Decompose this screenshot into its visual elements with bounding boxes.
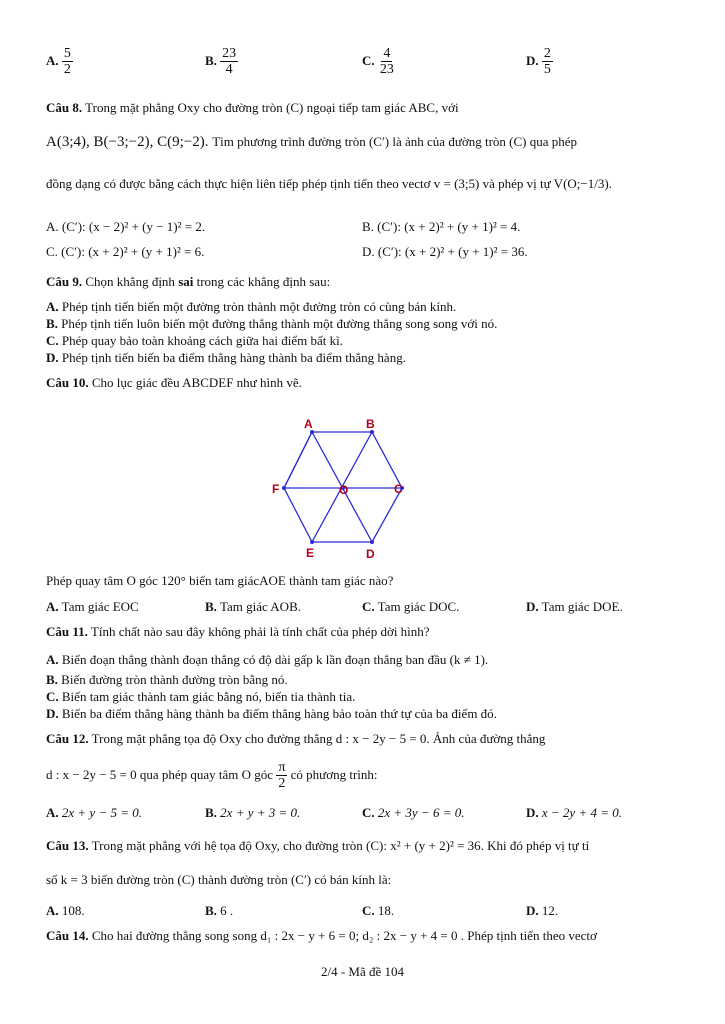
label-b: B xyxy=(366,417,375,431)
q7-option-a[interactable] xyxy=(46,46,73,78)
label-d: D xyxy=(366,547,375,560)
option-label: B. xyxy=(46,316,58,331)
option-text: Biến ba điểm thẳng hàng thành ba điểm thẳng hàng bảo toàn thứ tự của ba điểm đó. xyxy=(61,706,497,721)
q10-question xyxy=(46,573,393,589)
option-text: 2x + 3y − 6 = 0. xyxy=(377,805,465,820)
q11-option-d[interactable] xyxy=(46,706,497,722)
q11-option-c[interactable] xyxy=(46,689,355,705)
q7-option-d[interactable] xyxy=(526,46,553,78)
q10-option-d[interactable] xyxy=(526,599,623,615)
q8-option-b[interactable] xyxy=(362,219,520,235)
q12-line2 xyxy=(46,760,378,792)
option-text: Biến đường tròn thành đường tròn bằng nó. xyxy=(61,672,288,687)
q8-line3 xyxy=(46,176,612,192)
emphasis: sai xyxy=(178,274,194,289)
option-label: C. xyxy=(46,689,59,704)
question-text: trong các khẳng định sau: xyxy=(193,274,331,289)
option-label: A. xyxy=(46,52,59,68)
denominator: 5 xyxy=(543,62,551,78)
question-text: Tính chất nào sau đây không phải là tính chất của phép dời hình? xyxy=(90,624,430,639)
footer-text: 2/4 - Mã đề 104 xyxy=(320,964,405,979)
option-label: C. xyxy=(46,333,59,348)
option-text: D. (C′): (x + 2)² + (y + 1)² = 36. xyxy=(362,244,528,259)
fraction xyxy=(220,46,238,78)
label-o: O xyxy=(339,483,349,497)
label-a: A xyxy=(304,417,313,431)
question-label: Câu 13. xyxy=(46,838,89,853)
option-text: 108. xyxy=(61,903,85,918)
question-text: số k = 3 biến đường tròn (C) thành đường tròn (C′) có bán kính là: xyxy=(46,872,392,887)
question-text: Cho hai đường thẳng song song d₁ : 2x − y + 6 = 0; d₂ : 2x − y + 4 = 0 . Phép tịnh tiến theo vectơ xyxy=(91,928,597,943)
numerator: 23 xyxy=(222,46,237,61)
q13-option-c[interactable] xyxy=(362,903,394,919)
q13-option-b[interactable] xyxy=(205,903,233,919)
option-label: D. xyxy=(526,903,539,918)
question-label: Câu 8. xyxy=(46,100,83,115)
hexagon-figure xyxy=(260,410,420,560)
question-text: Tìm phương trình đường tròn (C′) là ảnh của đường tròn (C) qua phép xyxy=(212,134,578,149)
angle-fraction xyxy=(276,760,287,792)
question-label: Câu 10. xyxy=(46,375,89,390)
label-e: E xyxy=(306,546,315,560)
q10-option-c[interactable] xyxy=(362,599,459,615)
q13-line2 xyxy=(46,872,391,888)
option-text: Tam giác AOB. xyxy=(219,599,301,614)
q10-option-a[interactable] xyxy=(46,599,139,615)
option-text: Phép tịnh tiến biến một đường tròn thành một đường tròn có cùng bán kính. xyxy=(61,299,457,314)
edge-af xyxy=(284,432,312,488)
option-text: A. (C′): (x − 2)² + (y − 1)² = 2. xyxy=(46,219,206,234)
question-text: Trong mặt phẳng Oxy cho đường tròn (C) ngoại tiếp tam giác ABC, với xyxy=(85,100,459,115)
q9-option-c[interactable] xyxy=(46,333,343,349)
option-label: D. xyxy=(526,599,539,614)
option-label: A. xyxy=(46,599,59,614)
question-text: d : x − 2y − 5 = 0 qua phép quay tâm O góc xyxy=(46,766,274,782)
q9-option-a[interactable] xyxy=(46,299,456,315)
fraction xyxy=(542,46,553,78)
page-footer xyxy=(0,964,725,980)
option-label: A. xyxy=(46,903,59,918)
denominator: 23 xyxy=(379,62,394,78)
q10-option-b[interactable] xyxy=(205,599,301,615)
option-text: 18. xyxy=(377,903,395,918)
denominator: 4 xyxy=(225,62,233,78)
q12-option-b[interactable] xyxy=(205,805,300,821)
q13-line1 xyxy=(46,838,589,854)
question-text: Phép quay tâm O góc 120° biến tam giácAOE thành tam giác nào? xyxy=(46,573,394,588)
numerator: 2 xyxy=(543,46,551,61)
option-label: A. xyxy=(46,299,59,314)
option-text: Phép tịnh tiến biến ba điểm thẳng hàng thành ba điểm thẳng hàng. xyxy=(61,350,406,365)
question-text: có phương trình: xyxy=(290,766,378,782)
q10-stem xyxy=(46,375,302,391)
question-label: Câu 11. xyxy=(46,624,88,639)
q13-option-a[interactable] xyxy=(46,903,85,919)
option-text: Phép tịnh tiến luôn biến một đường thẳng thành một đường thẳng song song với nó. xyxy=(61,316,498,331)
q11-stem xyxy=(46,624,430,640)
question-text: Trong mặt phẳng với hệ tọa độ Oxy, cho đường tròn (C): x² + (y + 2)² = 36. Khi đó phép vị tự tỉ xyxy=(91,838,590,853)
q11-option-a[interactable] xyxy=(46,652,488,668)
option-label: B. xyxy=(46,672,58,687)
option-label: C. xyxy=(362,599,375,614)
option-text: Tam giác DOE. xyxy=(541,599,623,614)
question-text: Chọn khẳng định xyxy=(85,274,179,289)
q13-option-d[interactable] xyxy=(526,903,558,919)
option-text: 2x + y + 3 = 0. xyxy=(220,805,301,820)
denominator: 2 xyxy=(63,62,71,78)
q12-option-d[interactable] xyxy=(526,805,622,821)
question-text: đồng dạng có được bằng cách thực hiện liên tiếp phép tịnh tiến theo vectơ v = (3;5) và phép vị tự V(O;−1/3). xyxy=(46,176,612,191)
option-label: B. xyxy=(205,52,217,68)
q8-line1 xyxy=(46,100,459,116)
label-c: C xyxy=(394,482,403,496)
option-label: D. xyxy=(46,706,59,721)
numerator: 5 xyxy=(63,46,71,61)
q7-option-c[interactable] xyxy=(362,46,396,78)
option-label: A. xyxy=(46,652,59,667)
option-text: x − 2y + 4 = 0. xyxy=(541,805,622,820)
option-label: B. xyxy=(205,805,217,820)
fraction xyxy=(378,46,396,78)
option-text: Phép quay bảo toàn khoảng cách giữa hai điểm bất kì. xyxy=(61,333,343,348)
option-label: D. xyxy=(526,805,539,820)
option-label: A. xyxy=(46,805,59,820)
q12-line1 xyxy=(46,731,545,747)
option-text: Tam giác EOC xyxy=(61,599,139,614)
q8-option-c[interactable] xyxy=(46,244,204,260)
option-text: 12. xyxy=(541,903,559,918)
q7-option-b[interactable] xyxy=(205,46,238,78)
points-text: A(3;4), B(−3;−2), C(9;−2). xyxy=(46,134,209,150)
option-label: D. xyxy=(526,52,539,68)
q8-option-a[interactable] xyxy=(46,219,205,235)
denominator: 2 xyxy=(278,776,286,792)
q9-option-b[interactable] xyxy=(46,316,497,332)
q8-option-d[interactable] xyxy=(362,244,528,260)
option-label: C. xyxy=(362,805,375,820)
numerator: π xyxy=(278,760,286,775)
option-text: Biến tam giác thành tam giác bằng nó, biến tia thành tia. xyxy=(61,689,356,704)
question-label: Câu 14. xyxy=(46,928,89,943)
option-text: Tam giác DOC. xyxy=(377,599,460,614)
question-label: Câu 12. xyxy=(46,731,89,746)
fraction xyxy=(62,46,73,78)
question-text: Trong mặt phẳng tọa độ Oxy cho đường thẳng d : x − 2y − 5 = 0. Ảnh của đường thẳng xyxy=(91,731,546,746)
question-label: Câu 9. xyxy=(46,274,83,289)
option-label: B. xyxy=(205,903,217,918)
numerator: 4 xyxy=(383,46,391,61)
question-text: Cho lục giác đều ABCDEF như hình vẽ. xyxy=(91,375,302,390)
option-label: B. xyxy=(205,599,217,614)
point-d xyxy=(370,540,374,544)
point-f xyxy=(282,486,286,490)
option-text: Biến đoạn thẳng thành đoạn thẳng có độ dài gấp k lần đoạn thẳng ban đầu (k ≠ 1). xyxy=(61,652,489,667)
q11-option-b[interactable] xyxy=(46,672,288,688)
q9-stem xyxy=(46,274,330,290)
option-text: 6 . xyxy=(220,903,234,918)
option-label: C. xyxy=(362,903,375,918)
q14-stem xyxy=(46,928,597,944)
option-label: D. xyxy=(46,350,59,365)
q9-option-d[interactable] xyxy=(46,350,406,366)
option-label: C. xyxy=(362,52,375,68)
label-f: F xyxy=(272,482,280,496)
q12-option-c[interactable] xyxy=(362,805,465,821)
point-e xyxy=(310,540,314,544)
option-text: 2x + y − 5 = 0. xyxy=(61,805,142,820)
q8-points xyxy=(46,134,577,151)
q12-option-a[interactable] xyxy=(46,805,142,821)
option-text: B. (C′): (x + 2)² + (y + 1)² = 4. xyxy=(362,219,521,234)
option-text: C. (C′): (x + 2)² + (y + 1)² = 6. xyxy=(46,244,205,259)
